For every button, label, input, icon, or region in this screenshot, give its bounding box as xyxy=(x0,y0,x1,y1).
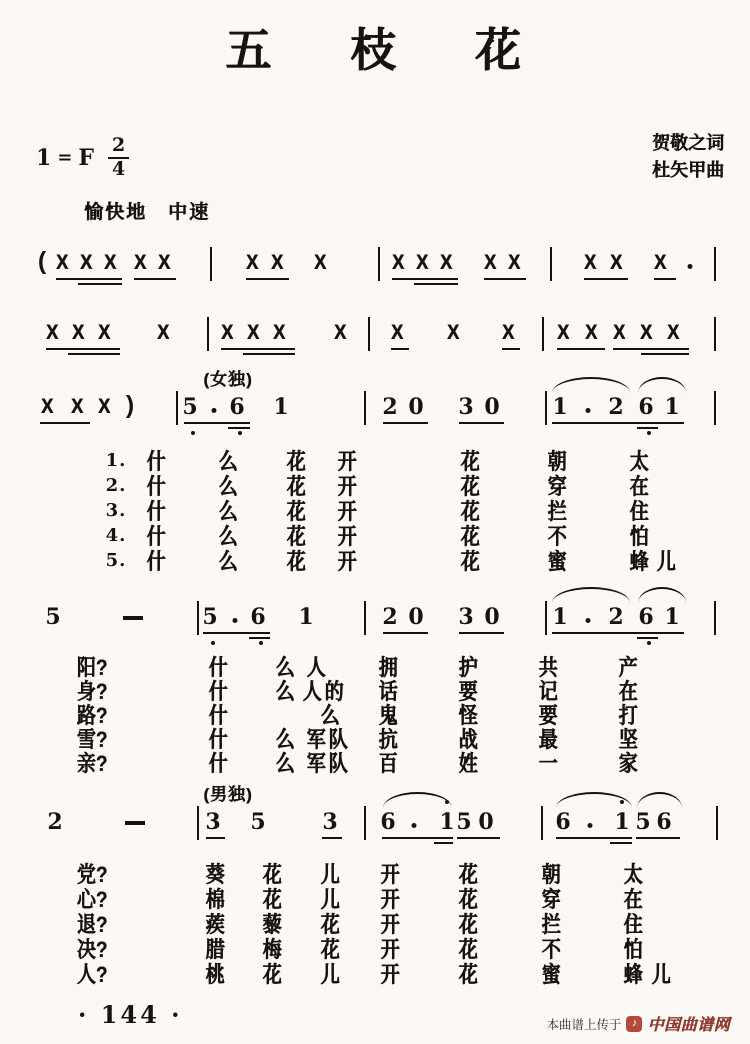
lyric-char: 怪 xyxy=(458,704,478,729)
lyric-char: 住 xyxy=(623,913,643,938)
beam-underline xyxy=(221,348,295,350)
song-title: 五 枝 花 xyxy=(225,24,525,76)
lyric-char: 军 xyxy=(306,728,326,753)
lyric-char: 梅 xyxy=(262,938,282,963)
lyric-char: 家 xyxy=(618,752,638,777)
dot xyxy=(588,823,593,828)
rhythm-note-x: X xyxy=(483,251,497,274)
rhythm-note-x: X xyxy=(446,321,460,344)
note-digit: 5 xyxy=(250,809,266,835)
rhythm-note-x: X xyxy=(133,251,147,274)
rhythm-note-x: X xyxy=(390,321,404,344)
beam-underline xyxy=(46,348,120,350)
rhythm-note-x: X xyxy=(556,321,570,344)
music-note-logo-icon: ♪ xyxy=(626,1016,642,1032)
barline xyxy=(368,317,370,351)
barline xyxy=(542,317,544,351)
lyric-char: 要 xyxy=(458,680,478,705)
open-paren: ( xyxy=(37,247,47,275)
beam-underline xyxy=(636,837,680,839)
lyric-char: 么 xyxy=(275,752,295,777)
lyric-char: 住 xyxy=(629,500,649,525)
lyric-char: 花 xyxy=(286,550,306,575)
lyric-char: 儿 xyxy=(320,963,340,988)
beam-underline xyxy=(392,278,458,280)
note-digit: 6 xyxy=(638,394,654,420)
lyric-char: 开 xyxy=(337,450,357,475)
beam-underline xyxy=(206,837,225,839)
lyric-char: 抗 xyxy=(378,728,398,753)
solo-voice-label: (女独) xyxy=(203,370,253,389)
barline xyxy=(541,806,543,840)
lyricist-credit: 贺敬之词 xyxy=(652,133,724,153)
barline xyxy=(207,317,209,351)
note-digit: 5 xyxy=(182,394,198,420)
close-paren: ) xyxy=(125,391,135,419)
lyric-char: 么 xyxy=(218,450,238,475)
beam-underline xyxy=(383,422,428,424)
credits xyxy=(652,130,724,184)
rhythm-note-x: X xyxy=(653,251,667,274)
rhythm-note-x: X xyxy=(584,321,598,344)
lyric-char: 队 xyxy=(328,728,348,753)
lyric-char: 什 xyxy=(146,550,166,575)
lyric-char: 什 xyxy=(208,656,228,681)
note-digit: 5 xyxy=(456,809,472,835)
rhythm-note-x: X xyxy=(157,251,171,274)
lyric-char: 么 xyxy=(320,704,340,729)
lyric-char: 儿 xyxy=(320,888,340,913)
lyric-char: 不 xyxy=(541,938,561,963)
dot xyxy=(212,408,217,413)
verse-number: 4. xyxy=(105,525,127,546)
lyric-char: 蒺 xyxy=(205,913,225,938)
lyric-char: 什 xyxy=(208,728,228,753)
note-digit: 2 xyxy=(608,604,624,630)
beam-underline xyxy=(246,278,289,280)
page-number: · 144 · xyxy=(78,1000,183,1029)
lyric-char: 么 xyxy=(275,728,295,753)
rhythm-note-x: X xyxy=(245,251,259,274)
lyric-char: 儿 xyxy=(656,550,676,575)
note-digit: 6 xyxy=(229,394,245,420)
dot xyxy=(412,823,417,828)
time-signature-unit: 4 xyxy=(112,157,126,180)
rhythm-note-x: X xyxy=(639,321,653,344)
rhythm-note-x: X xyxy=(220,321,234,344)
lyric-char: 人 xyxy=(306,656,326,681)
low-octave-dot xyxy=(211,641,215,645)
lyric-char: 拦 xyxy=(547,500,567,525)
lyric-char: 什 xyxy=(208,680,228,705)
lyric-char: 最 xyxy=(538,728,558,753)
lyric-char: 党? xyxy=(76,863,108,888)
rhythm-note-x: X xyxy=(103,251,117,274)
beam-underline xyxy=(134,278,176,280)
lyric-char: 蜂 xyxy=(629,550,649,575)
lyric-char: 话 xyxy=(378,680,398,705)
lyric-char: 蜜 xyxy=(547,550,567,575)
dot xyxy=(233,618,238,623)
beam-underline xyxy=(68,353,120,355)
lyric-char: 蜜 xyxy=(541,963,561,988)
lyric-char: 花 xyxy=(458,963,478,988)
barline xyxy=(176,391,178,425)
barline xyxy=(545,391,547,425)
high-octave-dot xyxy=(445,800,449,804)
note-digit: 2 xyxy=(47,809,63,835)
lyric-char: 鬼 xyxy=(378,704,398,729)
note-digit: 3 xyxy=(458,604,474,630)
note-digit: 6 xyxy=(656,809,672,835)
lyric-char: 身? xyxy=(76,680,108,705)
half-note-dash xyxy=(125,821,145,825)
lyric-char: 么 xyxy=(218,525,238,550)
lyric-char: 什 xyxy=(208,704,228,729)
note-digit: 0 xyxy=(408,394,424,420)
lyric-char: 开 xyxy=(337,525,357,550)
half-note-dash xyxy=(123,616,143,620)
note-digit: 1 xyxy=(298,604,314,630)
beam-underline xyxy=(322,837,342,839)
rhythm-note-x: X xyxy=(79,251,93,274)
lyric-char: 开 xyxy=(380,938,400,963)
note-digit: 1 xyxy=(439,809,455,835)
lyric-char: 么 xyxy=(275,680,295,705)
lyric-char: 队 xyxy=(328,752,348,777)
rhythm-note-x: X xyxy=(391,251,405,274)
tempo-marking: 愉快地 中速 xyxy=(84,202,211,223)
lyric-char: 开 xyxy=(337,475,357,500)
lyric-char: 开 xyxy=(337,550,357,575)
beam-underline xyxy=(414,283,458,285)
lyric-char: 在 xyxy=(618,680,638,705)
note-digit: 1 xyxy=(614,809,630,835)
rhythm-note-x: X xyxy=(415,251,429,274)
note-digit: 6 xyxy=(250,604,266,630)
verse-number: 2. xyxy=(105,475,127,496)
lyric-char: 花 xyxy=(320,913,340,938)
lyric-char: 太 xyxy=(623,863,643,888)
lyric-char: 花 xyxy=(458,913,478,938)
dot xyxy=(688,264,693,269)
note-digit: 1 xyxy=(552,394,568,420)
rhythm-note-x: X xyxy=(55,251,69,274)
lyric-char: 开 xyxy=(337,500,357,525)
lyric-char: 坚 xyxy=(618,728,638,753)
dot xyxy=(586,618,591,623)
rhythm-note-x: X xyxy=(666,321,680,344)
rhythm-note-x: X xyxy=(156,321,170,344)
lyric-char: 花 xyxy=(262,963,282,988)
composer-credit: 杜矢甲曲 xyxy=(652,160,724,180)
beam-underline xyxy=(459,422,504,424)
lyric-char: 拦 xyxy=(541,913,561,938)
beam-underline xyxy=(557,348,605,350)
beam-underline xyxy=(613,348,689,350)
rhythm-note-x: X xyxy=(313,251,327,274)
lyric-char: 开 xyxy=(380,888,400,913)
lyric-char: 退? xyxy=(76,913,108,938)
lyric-char: 开 xyxy=(380,963,400,988)
barline xyxy=(364,806,366,840)
note-digit: 2 xyxy=(382,604,398,630)
note-digit: 1 xyxy=(552,604,568,630)
lyric-char: 什 xyxy=(146,525,166,550)
rhythm-note-x: X xyxy=(439,251,453,274)
note-digit: 1 xyxy=(664,394,680,420)
lyric-char: 么 xyxy=(218,550,238,575)
beam-underline xyxy=(434,842,453,844)
lyric-char: 什 xyxy=(146,450,166,475)
beam-underline xyxy=(502,348,520,350)
note-digit: 2 xyxy=(382,394,398,420)
beam-underline xyxy=(556,837,632,839)
lyric-char: 葵 xyxy=(205,863,225,888)
lyric-char: 花 xyxy=(286,450,306,475)
time-signature xyxy=(108,136,129,180)
lyric-char: 什 xyxy=(146,500,166,525)
barline xyxy=(714,601,716,635)
lyric-char: 在 xyxy=(623,888,643,913)
slur-arc xyxy=(637,792,682,808)
lyric-char: 蜂 xyxy=(623,963,643,988)
beam-underline xyxy=(484,278,526,280)
beam-underline xyxy=(382,837,453,839)
barline xyxy=(716,806,718,840)
beam-underline xyxy=(610,842,632,844)
slur-arc xyxy=(638,587,686,603)
lyric-char: 什 xyxy=(146,475,166,500)
lyric-char: 拥 xyxy=(378,656,398,681)
beam-underline xyxy=(459,632,504,634)
note-digit: 2 xyxy=(608,394,624,420)
beam-underline xyxy=(637,427,658,429)
lyric-char: 花 xyxy=(460,500,480,525)
rhythm-note-x: X xyxy=(40,395,54,418)
verse-number: 5. xyxy=(105,550,127,571)
barline xyxy=(550,247,552,281)
lyric-char: 花 xyxy=(286,525,306,550)
beam-underline xyxy=(641,353,689,355)
lyric-char: 花 xyxy=(286,475,306,500)
rhythm-note-x: X xyxy=(71,321,85,344)
note-digit: 6 xyxy=(380,809,396,835)
note-digit: 3 xyxy=(322,809,338,835)
note-digit: 5 xyxy=(635,809,651,835)
beam-underline xyxy=(637,637,658,639)
rhythm-note-x: X xyxy=(270,251,284,274)
verse-number: 1. xyxy=(105,450,127,471)
beam-underline xyxy=(584,278,628,280)
barline xyxy=(210,247,212,281)
lyric-char: 花 xyxy=(458,863,478,888)
equals-sign: = xyxy=(57,147,73,169)
lyric-char: 军 xyxy=(306,752,326,777)
rhythm-note-x: X xyxy=(70,395,84,418)
lyric-char: 一 xyxy=(538,752,558,777)
barline xyxy=(364,391,366,425)
rhythm-note-x: X xyxy=(583,251,597,274)
lyric-char: 阳? xyxy=(76,656,108,681)
dot xyxy=(586,408,591,413)
low-octave-dot xyxy=(238,431,242,435)
lyric-char: 心? xyxy=(76,888,108,913)
solo-voice-label: (男独) xyxy=(203,785,253,804)
slur-arc xyxy=(552,587,630,603)
lyric-char: 开 xyxy=(380,913,400,938)
low-octave-dot xyxy=(647,641,651,645)
barline xyxy=(197,806,199,840)
lyric-char: 不 xyxy=(547,525,567,550)
note-digit: 0 xyxy=(478,809,494,835)
lyric-char: 花 xyxy=(458,938,478,963)
lyric-char: 路? xyxy=(76,704,108,729)
lyric-char: 共 xyxy=(538,656,558,681)
lyric-char: 怕 xyxy=(629,525,649,550)
beam-underline xyxy=(552,422,684,424)
lyric-char: 么 xyxy=(275,656,295,681)
lyric-char: 开 xyxy=(380,863,400,888)
lyric-char: 藜 xyxy=(262,913,282,938)
lyric-char: 花 xyxy=(460,450,480,475)
lyric-char: 儿 xyxy=(320,863,340,888)
watermark-prefix: 本曲谱上传于 xyxy=(546,1017,622,1032)
rhythm-note-x: X xyxy=(272,321,286,344)
tonic: F xyxy=(78,144,95,171)
beam-underline xyxy=(249,637,270,639)
note-digit: 3 xyxy=(458,394,474,420)
barline xyxy=(714,317,716,351)
lyric-char: 花 xyxy=(460,475,480,500)
lyric-char: 腊 xyxy=(205,938,225,963)
rhythm-note-x: X xyxy=(45,321,59,344)
note-digit: 5 xyxy=(202,604,218,630)
lyric-char: 穿 xyxy=(547,475,567,500)
lyric-char: 产 xyxy=(618,656,638,681)
verse-number: 3. xyxy=(105,500,127,521)
lyric-char: 百 xyxy=(378,752,398,777)
lyric-char: 么 xyxy=(218,475,238,500)
key-prefix: 1 xyxy=(36,144,52,171)
beam-underline xyxy=(56,278,122,280)
time-signature-beats: 2 xyxy=(108,136,129,159)
lyric-char: 儿 xyxy=(651,963,671,988)
slur-arc xyxy=(552,377,630,393)
beam-underline xyxy=(383,632,428,634)
lyric-char: 太 xyxy=(629,450,649,475)
beam-underline xyxy=(391,348,409,350)
lyric-char: 朝 xyxy=(541,863,561,888)
lyric-char: 打 xyxy=(618,704,638,729)
note-digit: 6 xyxy=(555,809,571,835)
lyric-char: 桃 xyxy=(205,963,225,988)
barline xyxy=(545,601,547,635)
rhythm-note-x: X xyxy=(97,395,111,418)
low-octave-dot xyxy=(191,431,195,435)
lyric-char: 在 xyxy=(629,475,649,500)
barline xyxy=(197,601,199,635)
note-digit: 3 xyxy=(205,809,221,835)
lyric-char: 花 xyxy=(320,938,340,963)
beam-underline xyxy=(457,837,500,839)
lyric-char: 什 xyxy=(208,752,228,777)
lyric-char: 花 xyxy=(460,550,480,575)
note-digit: 5 xyxy=(45,604,61,630)
high-octave-dot xyxy=(620,800,624,804)
lyric-char: 姓 xyxy=(458,752,478,777)
lyric-char: 护 xyxy=(458,656,478,681)
lyric-char: 花 xyxy=(262,863,282,888)
lyric-char: 花 xyxy=(458,888,478,913)
note-digit: 6 xyxy=(638,604,654,630)
lyric-char: 人 xyxy=(302,680,322,705)
lyric-char: 穿 xyxy=(541,888,561,913)
rhythm-note-x: X xyxy=(501,321,515,344)
note-digit: 1 xyxy=(664,604,680,630)
beam-underline xyxy=(654,278,676,280)
watermark-site-name: 中国曲谱网 xyxy=(647,1017,730,1034)
beam-underline xyxy=(552,632,684,634)
rhythm-note-x: X xyxy=(612,321,626,344)
lyric-char: 怕 xyxy=(623,938,643,963)
note-digit: 1 xyxy=(273,394,289,420)
lyric-char: 么 xyxy=(218,500,238,525)
beam-underline xyxy=(228,427,250,429)
beam-underline xyxy=(40,422,90,424)
lyric-char: 花 xyxy=(286,500,306,525)
lyric-char: 人? xyxy=(76,963,108,988)
barline xyxy=(714,391,716,425)
low-octave-dot xyxy=(259,641,263,645)
lyric-char: 棉 xyxy=(205,888,225,913)
watermark xyxy=(546,1012,730,1035)
note-digit: 0 xyxy=(484,604,500,630)
note-digit: 0 xyxy=(408,604,424,630)
rhythm-note-x: X xyxy=(609,251,623,274)
lyric-char: 要 xyxy=(538,704,558,729)
rhythm-note-x: X xyxy=(246,321,260,344)
rhythm-note-x: X xyxy=(507,251,521,274)
low-octave-dot xyxy=(647,431,651,435)
slur-arc xyxy=(638,377,686,393)
note-digit: 0 xyxy=(484,394,500,420)
slur-arc xyxy=(383,792,452,808)
lyric-char: 战 xyxy=(458,728,478,753)
barline xyxy=(378,247,380,281)
lyric-char: 亲? xyxy=(76,752,108,777)
beam-underline xyxy=(78,283,122,285)
rhythm-note-x: X xyxy=(97,321,111,344)
barline xyxy=(714,247,716,281)
lyric-char: 的 xyxy=(324,680,344,705)
lyric-char: 雪? xyxy=(76,728,108,753)
beam-underline xyxy=(184,422,250,424)
lyric-char: 记 xyxy=(538,680,558,705)
beam-underline xyxy=(243,353,295,355)
barline xyxy=(364,601,366,635)
key-signature xyxy=(36,136,129,180)
beam-underline xyxy=(203,632,270,634)
lyric-char: 花 xyxy=(262,888,282,913)
lyric-char: 朝 xyxy=(547,450,567,475)
rhythm-note-x: X xyxy=(333,321,347,344)
lyric-char: 花 xyxy=(460,525,480,550)
lyric-char: 决? xyxy=(76,938,108,963)
